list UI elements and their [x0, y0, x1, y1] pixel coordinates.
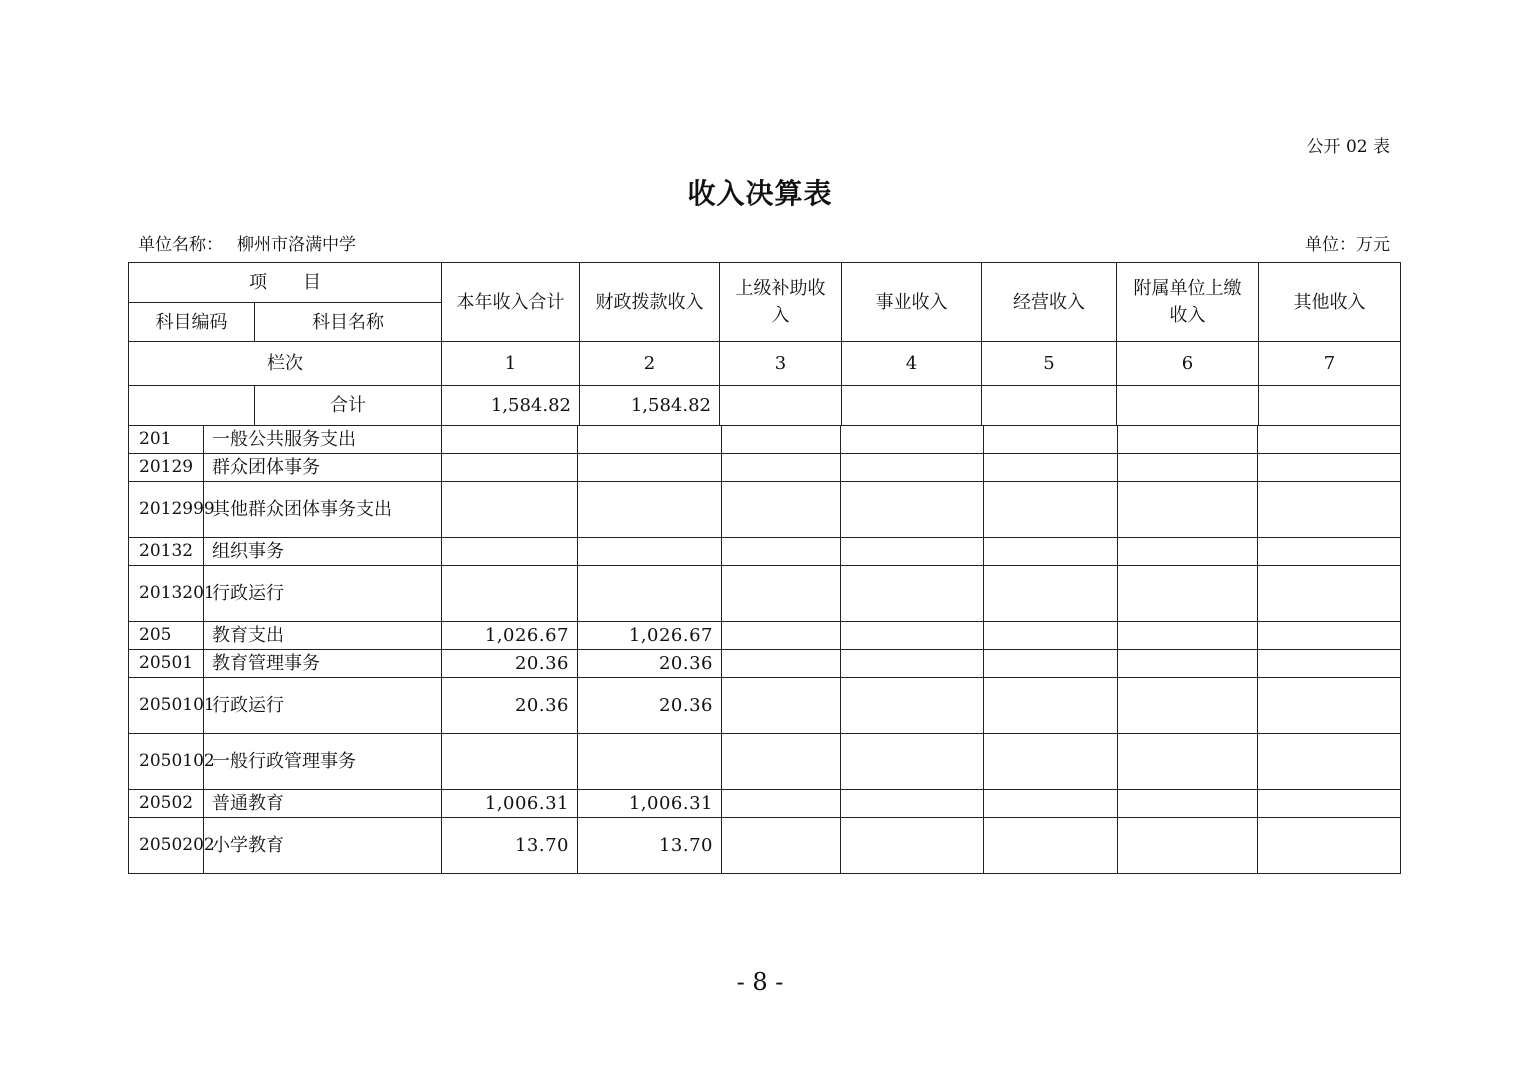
row-value-6	[1118, 734, 1258, 790]
header-subject-name: 科目名称	[255, 303, 442, 342]
table-row	[129, 454, 1401, 482]
row-value-6	[1118, 818, 1258, 874]
row-value-4	[841, 622, 984, 650]
row-code: 20501	[129, 650, 204, 678]
col-index-3: 3	[720, 342, 842, 386]
table-row	[129, 538, 1401, 566]
col-index-1: 1	[442, 342, 580, 386]
row-value-2	[578, 426, 722, 454]
row-name: 群众团体事务	[204, 454, 442, 482]
row-code: 2013201	[129, 566, 204, 622]
row-value-6	[1118, 650, 1258, 678]
row-value-7	[1258, 650, 1401, 678]
row-value-1	[442, 426, 578, 454]
row-value-6	[1118, 454, 1258, 482]
page-number: - 8 -	[736, 968, 784, 996]
row-value-5	[984, 678, 1118, 734]
row-code: 20132	[129, 538, 204, 566]
row-name: 行政运行	[204, 678, 442, 734]
row-code: 2050101	[129, 678, 204, 734]
row-value-4	[841, 734, 984, 790]
row-value-5	[984, 734, 1118, 790]
row-code: 2050202	[129, 818, 204, 874]
row-value-1	[442, 482, 578, 538]
table-row	[129, 678, 1401, 734]
row-value-6	[1118, 482, 1258, 538]
row-name: 小学教育	[204, 818, 442, 874]
row-code: 205	[129, 622, 204, 650]
row-value-5	[984, 622, 1118, 650]
row-value-3	[722, 622, 841, 650]
row-value-1	[442, 566, 578, 622]
header-col-fiscal: 财政拨款收入	[580, 263, 720, 342]
row-value-1: 1,026.67	[442, 622, 578, 650]
table-row	[129, 650, 1401, 678]
row-code: 20502	[129, 790, 204, 818]
row-value-4	[841, 454, 984, 482]
row-name: 其他群众团体事务支出	[204, 482, 442, 538]
table-row	[129, 790, 1401, 818]
row-value-2: 1,026.67	[578, 622, 722, 650]
row-value-7	[1258, 538, 1401, 566]
row-value-7	[1258, 734, 1401, 790]
row-value-5	[984, 454, 1118, 482]
row-value-4	[841, 538, 984, 566]
row-value-6	[1118, 678, 1258, 734]
row-value-1: 1,006.31	[442, 790, 578, 818]
row-code: 2012999	[129, 482, 204, 538]
row-value-4	[841, 650, 984, 678]
total-value-2: 1,584.82	[580, 386, 720, 426]
table-row	[129, 622, 1401, 650]
col-index-label: 栏次	[129, 342, 442, 386]
row-value-5	[984, 566, 1118, 622]
unit-label: 单位：万元	[1305, 235, 1390, 255]
row-value-2	[578, 538, 722, 566]
header-table	[128, 262, 1401, 426]
row-value-1: 20.36	[442, 650, 578, 678]
form-code: 公开 02 表	[1306, 137, 1390, 157]
row-name: 一般公共服务支出	[204, 426, 442, 454]
row-value-3	[722, 678, 841, 734]
row-value-6	[1118, 790, 1258, 818]
row-value-3	[722, 482, 841, 538]
table-row	[129, 734, 1401, 790]
table-row	[129, 426, 1401, 454]
row-value-5	[984, 818, 1118, 874]
row-code: 201	[129, 426, 204, 454]
row-value-1	[442, 454, 578, 482]
row-value-7	[1258, 426, 1401, 454]
row-value-1: 20.36	[442, 678, 578, 734]
row-value-2: 13.70	[578, 818, 722, 874]
row-value-7	[1258, 678, 1401, 734]
header-col-superior: 上级补助收入	[720, 263, 842, 342]
row-value-7	[1258, 622, 1401, 650]
rows-body	[129, 426, 1401, 874]
row-value-3	[722, 790, 841, 818]
total-label: 合计	[255, 386, 442, 426]
row-code: 20129	[129, 454, 204, 482]
unit-name-label: 单位名称：	[138, 235, 223, 255]
row-value-3	[722, 650, 841, 678]
body-table	[128, 425, 1401, 874]
row-name: 教育支出	[204, 622, 442, 650]
header-col-other: 其他收入	[1259, 263, 1401, 342]
table-row	[129, 566, 1401, 622]
header-col-affiliated: 附属单位上缴收入	[1117, 263, 1259, 342]
unit-name-value: 柳州市洛满中学	[237, 235, 356, 255]
row-value-2	[578, 454, 722, 482]
row-value-7	[1258, 818, 1401, 874]
row-value-1	[442, 734, 578, 790]
col-index-4: 4	[842, 342, 982, 386]
header-item: 项 目	[129, 263, 442, 303]
row-value-4	[841, 678, 984, 734]
row-value-2	[578, 734, 722, 790]
row-value-6	[1118, 566, 1258, 622]
row-name: 行政运行	[204, 566, 442, 622]
total-row	[129, 386, 1401, 426]
unit-name-line	[138, 230, 356, 255]
row-value-4	[841, 790, 984, 818]
header-col-business: 事业收入	[842, 263, 982, 342]
row-name: 一般行政管理事务	[204, 734, 442, 790]
row-name: 组织事务	[204, 538, 442, 566]
page-title: 收入决算表	[687, 177, 833, 210]
total-value-1: 1,584.82	[442, 386, 580, 426]
row-value-2: 1,006.31	[578, 790, 722, 818]
row-value-5	[984, 426, 1118, 454]
col-index-5: 5	[982, 342, 1117, 386]
row-value-5	[984, 790, 1118, 818]
col-index-2: 2	[580, 342, 720, 386]
row-value-3	[722, 538, 841, 566]
row-value-2: 20.36	[578, 650, 722, 678]
row-value-4	[841, 482, 984, 538]
row-value-5	[984, 538, 1118, 566]
row-value-2: 20.36	[578, 678, 722, 734]
row-name: 教育管理事务	[204, 650, 442, 678]
row-value-6	[1118, 622, 1258, 650]
col-index-6: 6	[1117, 342, 1259, 386]
row-value-7	[1258, 566, 1401, 622]
row-value-6	[1118, 538, 1258, 566]
header-col-total: 本年收入合计	[442, 263, 580, 342]
col-index-7: 7	[1259, 342, 1401, 386]
row-value-4	[841, 426, 984, 454]
row-name: 普通教育	[204, 790, 442, 818]
table-row	[129, 818, 1401, 874]
row-value-2	[578, 566, 722, 622]
row-value-7	[1258, 790, 1401, 818]
header-col-operation: 经营收入	[982, 263, 1117, 342]
row-code: 2050102	[129, 734, 204, 790]
row-value-5	[984, 650, 1118, 678]
row-value-3	[722, 454, 841, 482]
row-value-6	[1118, 426, 1258, 454]
row-value-2	[578, 482, 722, 538]
row-value-1: 13.70	[442, 818, 578, 874]
row-value-4	[841, 818, 984, 874]
header-subject-code: 科目编码	[129, 303, 255, 342]
row-value-3	[722, 734, 841, 790]
row-value-7	[1258, 454, 1401, 482]
row-value-4	[841, 566, 984, 622]
row-value-7	[1258, 482, 1401, 538]
table-row	[129, 482, 1401, 538]
row-value-3	[722, 566, 841, 622]
row-value-3	[722, 818, 841, 874]
row-value-5	[984, 482, 1118, 538]
row-value-3	[722, 426, 841, 454]
row-value-1	[442, 538, 578, 566]
